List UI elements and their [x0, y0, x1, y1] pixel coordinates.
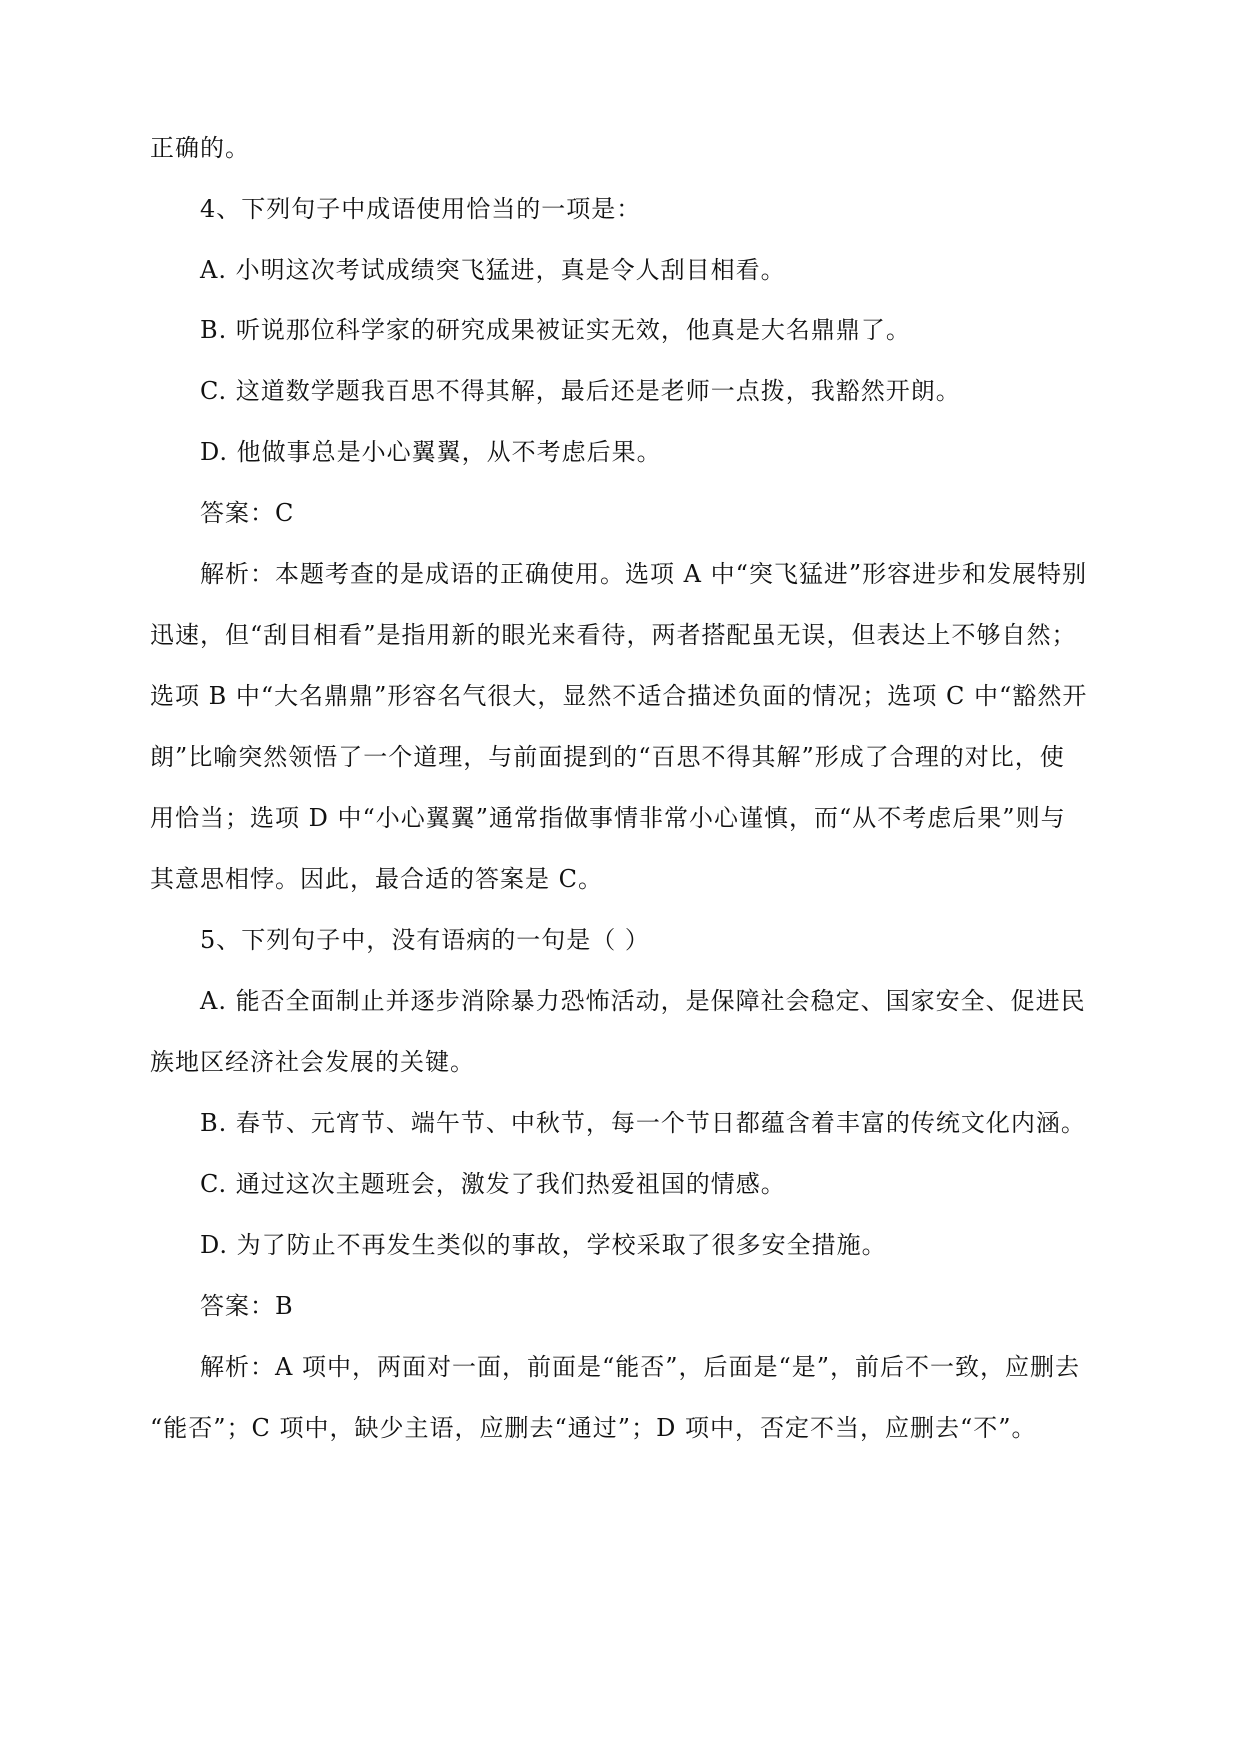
- question-5-analysis-line: “能否”；C 项中，缺少主语，应删去“通过”；D 项中，否定不当，应删去“不”。: [150, 1414, 1037, 1442]
- question-4-option-d: D. 他做事总是小心翼翼，从不考虑后果。: [200, 438, 662, 466]
- question-4-analysis-line: 解析：本题考查的是成语的正确使用。选项 A 中“突飞猛进”形容进步和发展特别: [200, 560, 1088, 588]
- question-4-stem: 4、下列句子中成语使用恰当的一项是：: [200, 195, 642, 223]
- question-5-answer: 答案：B: [200, 1292, 294, 1320]
- text-line-continuation: 正确的。: [150, 134, 250, 162]
- question-4-option-c: C. 这道数学题我百思不得其解，最后还是老师一点拨，我豁然开朗。: [200, 377, 961, 405]
- question-5-option-a: A. 能否全面制止并逐步消除暴力恐怖活动，是保障社会稳定、国家安全、促进民: [200, 987, 1086, 1015]
- question-4-option-a: A. 小明这次考试成绩突飞猛进，真是令人刮目相看。: [200, 256, 786, 284]
- question-5-option-d: D. 为了防止不再发生类似的事故，学校采取了很多安全措施。: [200, 1231, 887, 1259]
- question-4-analysis-line: 迅速，但“刮目相看”是指用新的眼光来看待，两者搭配虽无误，但表达上不够自然；: [150, 621, 1077, 649]
- question-5-option-a-cont: 族地区经济社会发展的关键。: [150, 1048, 475, 1076]
- question-5-option-c: C. 通过这次主题班会，激发了我们热爱祖国的情感。: [200, 1170, 786, 1198]
- question-4-analysis-line: 朗”比喻突然领悟了一个道理，与前面提到的“百思不得其解”形成了合理的对比，使: [150, 743, 1065, 771]
- question-5-option-b: B. 春节、元宵节、端午节、中秋节，每一个节日都蕴含着丰富的传统文化内涵。: [200, 1109, 1086, 1137]
- question-4-analysis-line: 其意思相悖。因此，最合适的答案是 C。: [150, 865, 603, 893]
- question-5-analysis-line: 解析：A 项中，两面对一面，前面是“能否”，后面是“是”，前后不一致，应删去: [200, 1353, 1081, 1381]
- question-5-stem: 5、下列句子中，没有语病的一句是（ ）: [200, 926, 650, 954]
- question-4-answer: 答案：C: [200, 499, 295, 527]
- question-4-analysis-line: 选项 B 中“大名鼎鼎”形容名气很大，显然不适合描述负面的情况；选项 C 中“豁然开: [150, 682, 1088, 710]
- question-4-option-b: B. 听说那位科学家的研究成果被证实无效，他真是大名鼎鼎了。: [200, 316, 911, 344]
- question-4-analysis-line: 用恰当；选项 D 中“小心翼翼”通常指做事情非常小心谨慎，而“从不考虑后果”则与: [150, 804, 1066, 832]
